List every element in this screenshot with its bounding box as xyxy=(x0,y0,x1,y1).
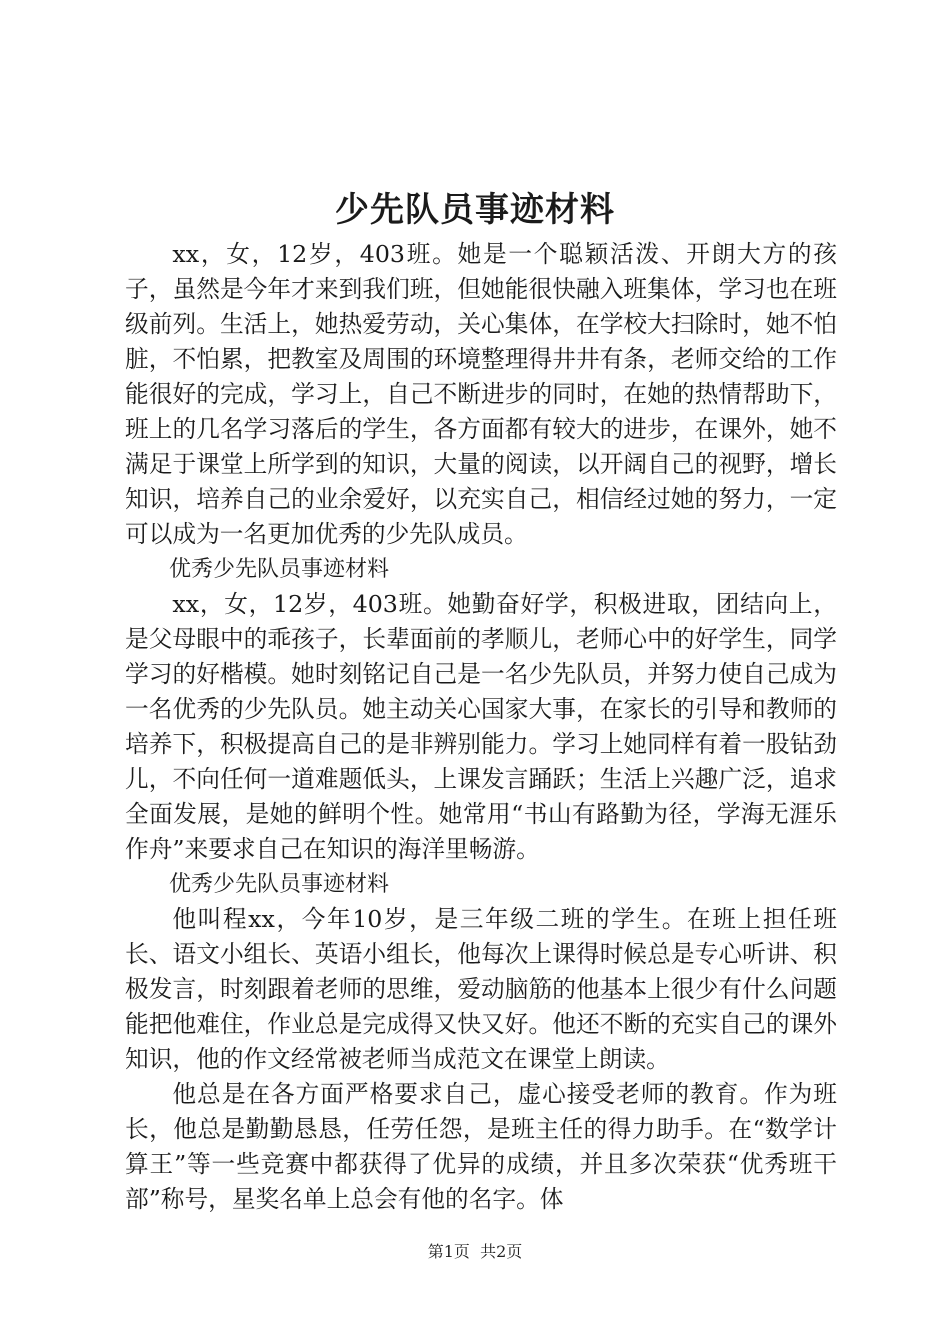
paragraph: xx，女，12岁，403班。她勤奋好学，积极进取，团结向上，是父母眼中的乖孩子，长辈面前的孝顺儿，老师心中的好学生，同学学习的好楷模。她时刻铭记自己是一名少先队员，并努力使自己成为一名优秀的少先队员。她主动关心国家大事，在家长的引导和教师的培养下，积极提高自己的是非辨别能力。学习上她同样有着一股钻劲儿，不向任何一道难题低头，上课发言踊跃；生活上兴趣广泛，追求全面发展，是她的鲜明个性。她常用“书山有路勤为径，学海无涯乐作舟”来要求自己在知识的海洋里畅游。 xyxy=(125,590,837,863)
page-number: 第1页 xyxy=(427,1242,470,1261)
paragraph: 他总是在各方面严格要求自己，虚心接受老师的教育。作为班长，他总是勤勤恳恳，任劳任怨，是班主任的得力助手。在“数学计算王”等一些竞赛中都获得了优异的成绩，并且多次荣获“优秀班干部”称号，星奖名单上总会有他的名字。体 xyxy=(125,1080,837,1213)
document-body xyxy=(125,237,837,1217)
page-total: 共2页 xyxy=(480,1242,523,1261)
document-title: 少先队员事迹材料 xyxy=(335,190,615,230)
paragraph: xx，女，12岁，403班。她是一个聪颖活泼、开朗大方的孩子，虽然是今年才来到我们班，但她能很快融入班集体，学习也在班级前列。生活上，她热爱劳动，关心集体，在学校大扫除时，她不怕脏，不怕累，把教室及周围的环境整理得井井有条，老师交给的工作能很好的完成，学习上，自己不断进步的同时，在她的热情帮助下，班上的几名学习落后的学生，各方面都有较大的进步，在课外，她不满足于课堂上所学到的知识，大量的阅读，以开阔自己的视野，增长知识，培养自己的业余爱好，以充实自己，相信经过她的努力，一定可以成为一名更加优秀的少先队成员。 xyxy=(125,240,837,548)
section-heading: 优秀少先队员事迹材料 xyxy=(169,557,390,582)
page-footer xyxy=(0,1240,950,1264)
section-heading: 优秀少先队员事迹材料 xyxy=(169,872,390,897)
paragraph: 他叫程xx，今年10岁，是三年级二班的学生。在班上担任班长、语文小组长、英语小组长，他每次上课得时候总是专心听讲、积极发言，时刻跟着老师的思维，爱动脑筋的他基本上很少有什么问题能把他难住，作业总是完成得又快又好。他还不断的充实自己的课外知识，他的作文经常被老师当成范文在课堂上朗读。 xyxy=(125,905,837,1073)
